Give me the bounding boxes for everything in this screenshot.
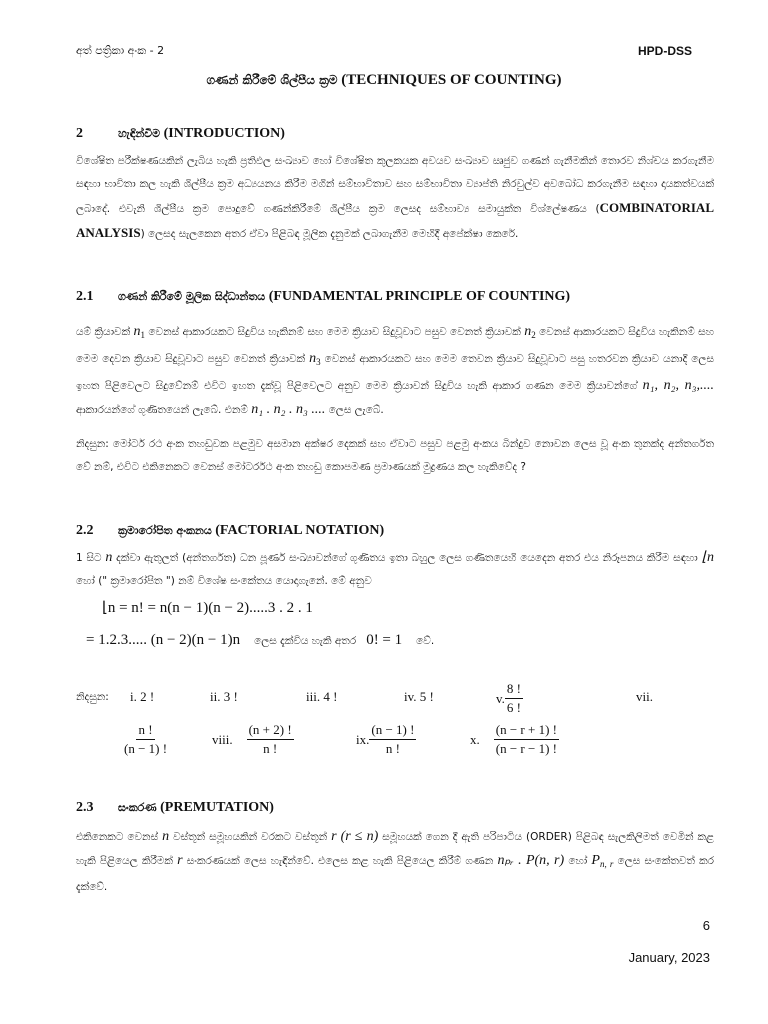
equation-text: ලෙස දැක්විය හැකි අතර [254,635,357,647]
fraction [494,722,559,757]
denominator: n ! [385,741,400,756]
fraction [122,722,169,757]
math-r: r [331,829,337,844]
fraction [505,681,523,716]
title-sinhala: ගණන් කිරීමේ ශිල්පීය ක්‍රම [206,73,338,87]
example-paragraph: නිදසුන: මෝටර් රථ අංක තහඩුවක පළමුව අසමාන අක්ෂර දෙකක් සහ ඒවාට පසුව පළමු අංකය බින්දුව නොවන ලෙස වූ අංක තුනක්ද අන්තර්ගත වේ නම්, එවිට එකිනෙකට වෙනස් මෝටර්රථ අංක තහඩු කොපමණ ප්‍රමාණයක් මුද්‍රණය කල හැකිවේද ? [76,438,714,473]
math-r: r [177,853,183,868]
example-ix [356,722,416,757]
example-x [470,722,559,757]
section-heading-factorial [76,523,676,539]
factorial-symbol: ⌊n [701,550,714,565]
pm-text-6: ලෙස සංකේතවත් කර දැක්වේ. [76,855,715,894]
math-sub: 3 [316,357,321,368]
section-title-sinhala: සංකරණ [118,801,157,814]
math-product: n₁ . n₂ . n₃ .... [251,402,326,418]
permutation-paragraph [76,825,714,899]
section-number: 2.2 [76,523,94,538]
example-ii: ii. 3 ! [210,689,238,704]
footer-date: January, 2023 [628,950,710,965]
section-heading-permutation [76,800,676,816]
fn-text-3: හෝ (" ක්‍රමාරෝපිත ") නම් විශේෂ සංකේතය යොදාගැනේ. මේ අනුව [76,575,372,587]
math-sub: 2 [531,330,536,341]
section-title-sinhala: ගණන් කිරීමේ මූලික සිද්ධාන්තය [118,290,266,303]
examples-label: නිදසුන: [76,691,109,703]
section-number: 2.3 [76,800,94,815]
fp-text-6: ලෙස ලැබේ. [328,404,384,417]
fn-text-1: 1 සිට [76,552,102,564]
fp-text-5: ආකාරයන්ගේ ගුණිතයෙන් ලැබේ. එනම් [76,404,248,417]
math-n1: n [133,324,141,339]
math-p-sub: n, r [599,859,614,870]
math-n2: n [524,324,532,339]
example-iii: iii. 4 ! [306,689,338,704]
example-viii [212,722,294,757]
section-title-sinhala: ක්‍රමාරෝපිත අංකනය [118,524,212,537]
math-r-condition: (r ≤ n) [340,829,379,844]
fn-text-2: දක්වා ඇතුලත් (අන්තර්ගත) ධන පූර්ණ සංඛ්‍යාවන්ගේ ගුණිතය ඉතා බහුල ලෙස ගණිතයෙහි යෙදෙන අතර එය නිරූපනය කිරීම සඳහා [116,552,698,564]
fp-text-2: වෙනස් ආකාරයකට සිදුවිය හැකිනම් සහ මෙම ක්‍රියාව සිදුවූවාට පසුව වෙනත් ක්‍රියාවක් [148,326,521,338]
numerator: (n − r + 1) ! [494,722,559,740]
section-heading-introduction [76,126,676,142]
handout-number: අත් පත්‍රිකා අංක - 2 [76,44,165,57]
intro-bold-term: COMBINATORIAL ANALYSIS [76,200,714,240]
denominator: (n − 1) ! [124,741,168,756]
intro-text-end: ) ලෙසද සැලකෙන අතර ඒවා පිළිබඳ මූලික දැනුමක් ලබාගැනීම මෙහිදී අපේක්ෂා කෙරේ. [140,228,519,240]
section-number: 2.1 [76,289,94,304]
numerator: (n − 1) ! [369,722,416,740]
factorial-equation-2 [86,631,434,649]
example-i: i. 2 ! [130,689,155,704]
fp-text-1: යම් ක්‍රියාවක් [76,326,131,338]
fundamental-principle-paragraph [76,320,714,422]
denominator: 6 ! [506,700,521,715]
section-title-sinhala: හැඳින්වීම [118,127,161,140]
zero-factorial: 0! = 1 [366,632,403,648]
page-title [0,72,768,89]
equation-text-end: වේ. [416,635,435,647]
math-npr: nₚᵣ [497,853,514,868]
equation-expansion: = 1.2.3..... (n − 2)(n − 1)n [86,632,241,648]
fp-text-3: වෙනස් ආකාරයකට සිදුවිය හැකිනම් සහ මෙම දෙවන ක්‍රියාව සිදුවූවාට පසුව වෙනත් ක්‍රියාවක් [76,326,714,366]
title-english: (TECHNIQUES OF COUNTING) [341,72,562,88]
document-code: HPD-DSS [637,44,692,58]
example-label: ix. [356,731,370,747]
section-title-english: (FACTORIAL NOTATION) [215,523,385,538]
section-number: 2 [76,126,83,141]
denominator: n ! [263,741,278,756]
math-pnr: . P(n, r) [518,853,565,868]
introduction-paragraph [76,150,714,246]
section-heading-fundamental-principle [76,289,716,305]
example-vii [122,722,169,757]
fraction [369,722,416,757]
fp-text-4: වෙනස් ආකාරයකට සහ මෙම තෙවන ක්‍රියාව සිදුවූවාට පසු හතරවන ක්‍රියාව යනාදි ලෙස ඉහත පිළිවෙලට සිදුවේනම් එවිට ඉහත දැක්වූ පිළිවෙලට අනුව මෙම ක්‍රියාවන් සිදුවිය හැකි ආකාර ගණන මෙම ක්‍රියාවන්ගේ [76,353,714,393]
numerator: 8 ! [505,681,523,699]
math-sub: 1 [140,330,145,341]
intro-text: විශේෂිත පරීක්ෂණයකින් ලැබිය හැකි ප්‍රතිඵල සංඛ්‍යාව හෝ විශේෂිත කුලකයක අවයව සංඛ්‍යාව ඍජුව ගණන් ගැනීමකින් තොරව නිශ්චය කරගැනීම සඳහා භාවිතා කල හැකි ශිල්පීය ක්‍රම අධ්‍යයනය කිරීම මගින් සම්භාවිතාව සහ සම්භාවිතා ව්‍යාප්ති නිරවුල්ව අවබෝධ කරගැනීම සඳහා දායකත්වයක් ලබාදේ. එවැනි ශිල්පීය ක්‍රම පොදුවේ ගණන්කිරීමේ ශිල්පීය ක්‍රම ලෙසද සම්භාව්‍ය සමායුක්ත විශ්ලේෂණය ( [76,155,714,215]
pm-text-1: එකිනෙකට වෙනස් [76,831,159,843]
factorial-equation-1: ⌊n = n! = n(n − 1)(n − 2).....3 . 2 . 1 [102,600,313,616]
pm-text-4: සංකරණයක් ලෙස හැඳින්වේ. එලෙස කළ හැකි පිළියෙල කිරීම් ගණන [186,855,494,867]
section-title-english: (PREMUTATION) [160,800,274,815]
example-label: v. [496,690,505,706]
section-title-english: (INTRODUCTION) [163,126,285,141]
pm-text-2: වස්තූන් සමූහයකින් වරකට වස්තූන් [173,831,328,843]
section-title-english: (FUNDAMENTAL PRINCIPLE OF COUNTING) [268,289,571,304]
math-n: n [105,550,113,565]
math-p: P [591,853,600,868]
numerator: (n + 2) ! [247,722,294,740]
numerator: n ! [136,722,154,740]
page-number: 6 [702,918,710,933]
factorial-paragraph [76,546,714,593]
math-n: n [162,829,170,844]
math-n3: n [309,351,317,367]
denominator: (n − r − 1) ! [495,741,557,756]
math-sequence: n₁, n₂, n₃,.... [642,378,714,394]
example-iv: iv. 5 ! [404,689,434,704]
example-label: viii. [212,731,233,747]
example-vii-label: vii. [636,689,653,704]
example-label: x. [470,731,480,747]
pm-text-5: හෝ [568,855,588,867]
fraction [247,722,294,757]
example-v [496,681,523,716]
pm-text-3: සමූහයක් ගෙන දී ඇති පරිපාටිය (ORDER) පිළිබඳ සැලකිලිමත් වෙමින් කළ හැකි පිළියෙල කිරීමක් [76,831,715,867]
